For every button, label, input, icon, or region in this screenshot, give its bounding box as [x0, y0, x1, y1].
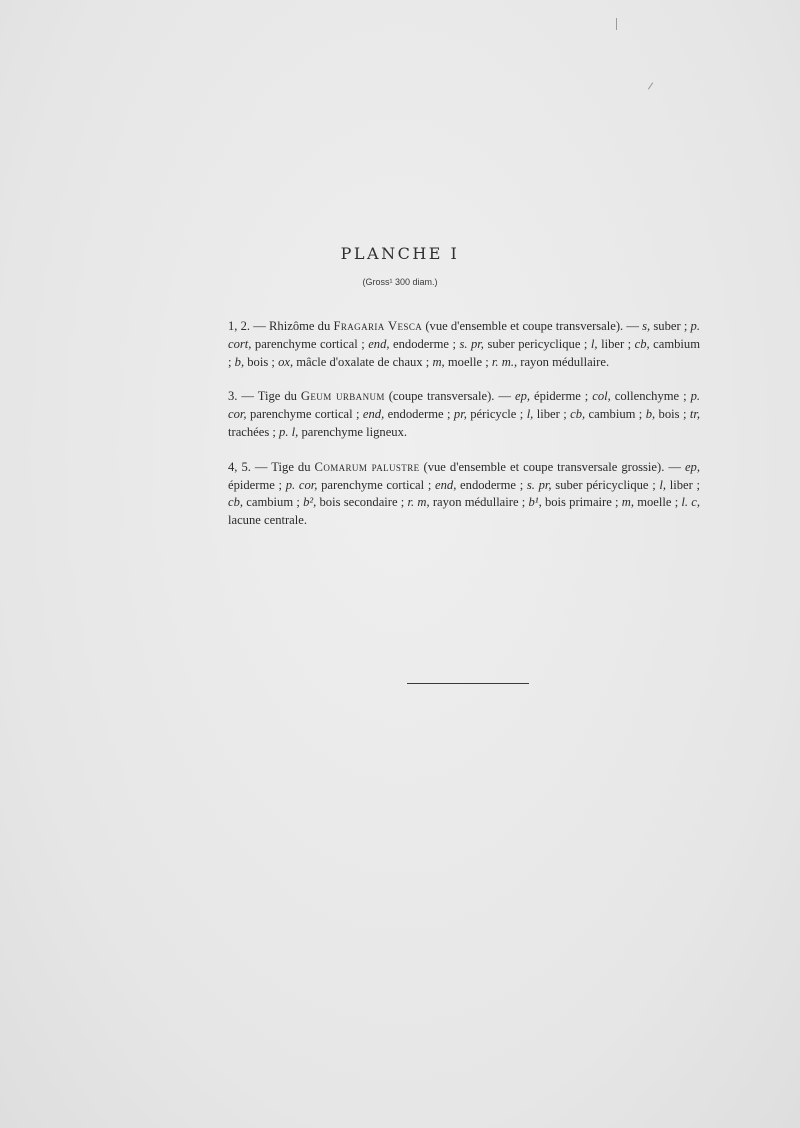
label-abbreviation: l. c,: [681, 495, 701, 510]
plate-subtitle: (Gross¹ 300 diam.): [362, 277, 438, 287]
legend-text: bois ;: [655, 407, 690, 422]
label-abbreviation: b,: [645, 407, 656, 422]
label-abbreviation: b,: [234, 354, 245, 369]
legend-text: liber ;: [666, 477, 701, 492]
label-abbreviation: ep,: [514, 389, 531, 404]
species-name: Comarum palustre: [314, 459, 420, 474]
figure-number: 1, 2.: [228, 319, 251, 333]
legend-text: collenchyme ;: [610, 389, 691, 404]
species-name: Fragaria Vesca: [333, 319, 423, 333]
legend-text: — Tige du: [237, 389, 301, 404]
legend-text: parenchyme cortical ;: [317, 477, 436, 492]
legend-text: suber péricyclique ;: [551, 477, 660, 492]
legend-text: (coupe transversale). —: [384, 389, 515, 404]
legend-text: épiderme ;: [228, 477, 286, 492]
label-abbreviation: l,: [659, 477, 667, 492]
label-abbreviation: l,: [526, 407, 534, 422]
label-abbreviation: m,: [432, 354, 445, 369]
legend-text: rayon médullaire.: [517, 354, 610, 369]
legend-text: cambium ;: [228, 336, 701, 369]
label-abbreviation: p. l,: [279, 424, 299, 439]
legend-text: mâcle d'oxalate de chaux ;: [293, 354, 433, 369]
label-abbreviation: m,: [621, 495, 634, 510]
legend-text: endoderme ;: [456, 477, 527, 492]
legend-text: parenchyme cortical ;: [246, 407, 363, 422]
legend-text: liber ;: [533, 407, 571, 422]
legend-text: liber ;: [597, 336, 635, 351]
plate-title: PLANCHE I: [340, 244, 460, 263]
label-abbreviation: r. m,: [407, 495, 430, 510]
legend-text: suber ;: [650, 319, 691, 333]
label-abbreviation: ox,: [278, 354, 294, 369]
legend-text: péricycle ;: [466, 407, 527, 422]
label-abbreviation: end,: [368, 336, 390, 351]
legend-text: cambium ;: [243, 495, 304, 510]
legend-text: — Tige du: [250, 459, 315, 474]
scan-speck: [648, 82, 653, 89]
label-abbreviation: p. cor,: [228, 389, 701, 422]
closing-rule: [407, 683, 529, 684]
legend-text: endoderme ;: [389, 336, 460, 351]
label-abbreviation: p. cor,: [285, 477, 318, 492]
label-abbreviation: b¹,: [528, 495, 542, 510]
label-abbreviation: col,: [592, 389, 611, 404]
legend-entry: [228, 388, 700, 441]
label-abbreviation: tr,: [689, 407, 700, 422]
legend-text: (vue d'ensemble et coupe transversale grossie). —: [419, 459, 685, 474]
legend-text: (vue d'ensemble et coupe transversale). —: [422, 319, 643, 333]
label-abbreviation: end,: [435, 477, 457, 492]
scan-speck: [616, 18, 617, 30]
legend-text: bois secondaire ;: [316, 495, 408, 510]
legend-text: — Rhizôme du: [250, 319, 334, 333]
legend-entry: [228, 459, 700, 530]
figure-number: 4, 5.: [228, 459, 251, 474]
legend-text: bois primaire ;: [541, 495, 622, 510]
label-abbreviation: s,: [642, 319, 651, 333]
label-abbreviation: p. cort,: [228, 319, 700, 351]
species-name: Geum urbanum: [300, 389, 385, 404]
legend-text: suber pericyclique ;: [483, 336, 591, 351]
label-abbreviation: end,: [362, 407, 385, 422]
label-abbreviation: r. m.,: [491, 354, 518, 369]
label-abbreviation: pr,: [453, 407, 467, 422]
label-abbreviation: s. pr,: [459, 336, 484, 351]
legend-text: moelle ;: [444, 354, 492, 369]
figure-number: 3.: [228, 389, 238, 404]
legend-text: parenchyme ligneux.: [298, 424, 408, 439]
legend-text: épiderme ;: [530, 389, 593, 404]
legend-text: moelle ;: [634, 495, 682, 510]
legend-text: cambium ;: [585, 407, 646, 422]
plate-legend: [228, 318, 700, 547]
legend-text: trachées ;: [228, 424, 280, 439]
label-abbreviation: b²,: [303, 495, 317, 510]
legend-entry: [228, 318, 700, 371]
label-abbreviation: cb,: [228, 495, 244, 510]
label-abbreviation: l,: [590, 336, 598, 351]
label-abbreviation: cb,: [570, 407, 586, 422]
legend-text: rayon médullaire ;: [429, 495, 529, 510]
label-abbreviation: ep,: [684, 459, 700, 474]
legend-text: endoderme ;: [384, 407, 454, 422]
legend-text: parenchyme cortical ;: [251, 336, 369, 351]
legend-text: bois ;: [244, 354, 279, 369]
label-abbreviation: s. pr,: [526, 477, 552, 492]
label-abbreviation: cb,: [634, 336, 650, 351]
legend-text: lacune centrale.: [228, 513, 308, 528]
